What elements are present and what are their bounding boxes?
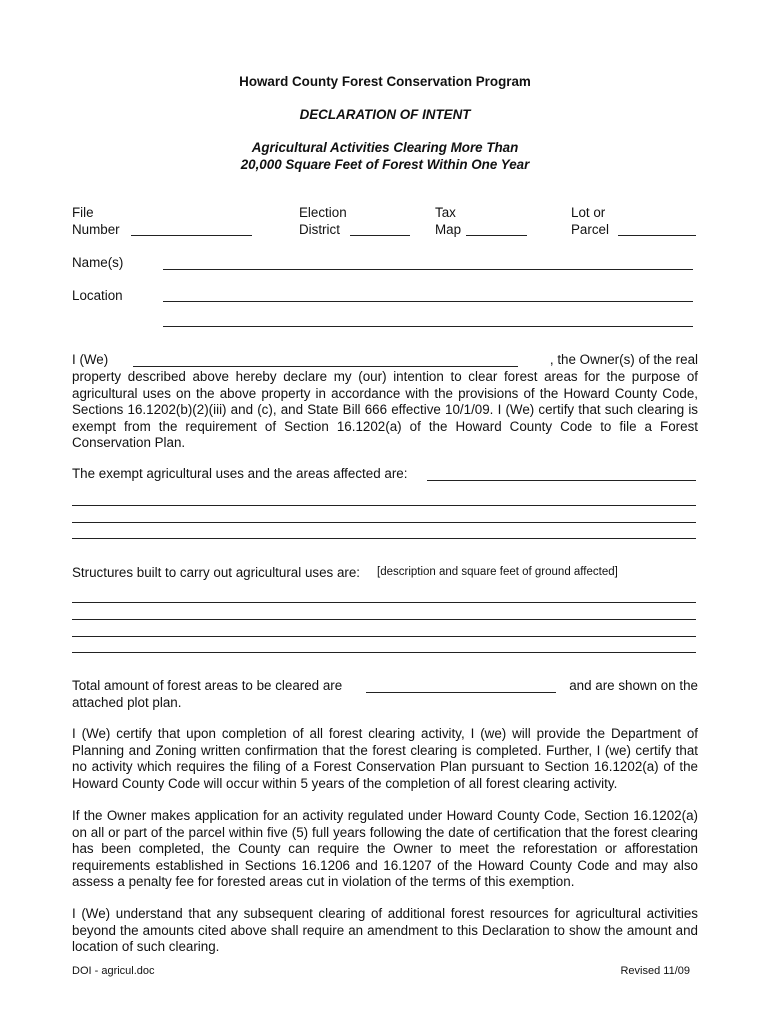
certify-paragraph: I (We) certify that upon completion of all forest clearing activity, I (we) will provide the Department of Planning and Zoning written confirmation that the forest clearing is completed. Further, I (we) certify that no activity which requires the filing of a Forest Conservation Plan pursuant to Section 16.1202(a) of the Howard County Code will occur within 5 years of the completion of all forest clearing activity. (72, 726, 698, 791)
owner-name-field[interactable] (133, 366, 518, 367)
structures-hint: [description and square feet of ground affected] (377, 566, 618, 578)
district-label: District (299, 222, 340, 237)
exempt-uses-field-2[interactable] (72, 505, 696, 506)
map-label: Map (435, 222, 462, 237)
exempt-uses-field-1[interactable] (427, 480, 696, 481)
exempt-uses-field-3[interactable] (72, 522, 696, 523)
amendment-paragraph: I (We) understand that any subsequent clearing of additional forest resources for agricultural activities beyond the amounts cited above shall require an amendment to this Declaration to show the amount and location of such clearing. (72, 906, 698, 954)
election-label: Election (299, 205, 347, 220)
exempt-uses-field-4[interactable] (72, 538, 696, 539)
subtitle-line-1: Agricultural Activities Clearing More Than (251, 140, 519, 155)
location-field-line-2[interactable] (163, 326, 693, 327)
declaration-text: property described above hereby declare my (our) intention to clear forest areas for the purpose of agricultural uses on the above property in accordance with the provisions of the Howard County Code, Sections 16.1202(b)(2)(iii) and (c), and State Bill 666 effective 10/1/09. I (We) certify that such clearing is exempt from the requirement of Section 16.1202(a) of the Howard County Code to file a Forest Conservation Plan. (72, 369, 698, 450)
subtitle-line-2: 20,000 Square Feet of Forest Within One Year (240, 157, 530, 172)
structures-field-1[interactable] (72, 602, 696, 603)
total-after: and are shown on the (569, 678, 698, 693)
structures-field-2[interactable] (72, 619, 696, 620)
names-label: Name(s) (72, 255, 124, 270)
names-field[interactable] (163, 269, 693, 270)
declaration-lead: I (We) (72, 352, 109, 367)
exempt-uses-label: The exempt agricultural uses and the areas affected are: (72, 466, 408, 481)
structures-label: Structures built to carry out agricultural uses are: (72, 565, 361, 580)
file-number-label: Number (72, 222, 120, 237)
total-line-2: attached plot plan. (72, 695, 182, 710)
tax-map-field[interactable] (466, 235, 527, 236)
lot-label: Lot or (571, 205, 606, 220)
program-title: Howard County Forest Conservation Program (239, 74, 531, 89)
location-field-line-1[interactable] (163, 301, 693, 302)
lot-parcel-field[interactable] (618, 235, 696, 236)
location-label: Location (72, 288, 123, 303)
structures-field-4[interactable] (72, 652, 696, 653)
parcel-label: Parcel (571, 222, 609, 237)
file-number-field[interactable] (131, 235, 252, 236)
election-district-field[interactable] (350, 235, 410, 236)
tax-label: Tax (435, 205, 456, 220)
footer-filename: DOI - agricul.doc (72, 965, 155, 977)
declaration-after-blank: , the Owner(s) of the real (549, 352, 698, 367)
total-label: Total amount of forest areas to be cleared are (72, 678, 343, 693)
file-label: File (72, 205, 94, 220)
structures-field-3[interactable] (72, 636, 696, 637)
total-cleared-field[interactable] (366, 692, 556, 693)
document-title: DECLARATION OF INTENT (299, 107, 471, 122)
footer-revised: Revised 11/09 (620, 965, 690, 977)
reforestation-paragraph: If the Owner makes application for an activity regulated under Howard County Code, Section 16.1202(a) on all or part of the parcel within five (5) full years following the date of certification that the forest clearing has been completed, the County can require the Owner to meet the reforestation or afforestation requirements established in Sections 16.1206 and 16.1207 of the Howard County Code and may also assess a penalty fee for forested areas cut in violation of the terms of this exemption. (72, 808, 698, 889)
